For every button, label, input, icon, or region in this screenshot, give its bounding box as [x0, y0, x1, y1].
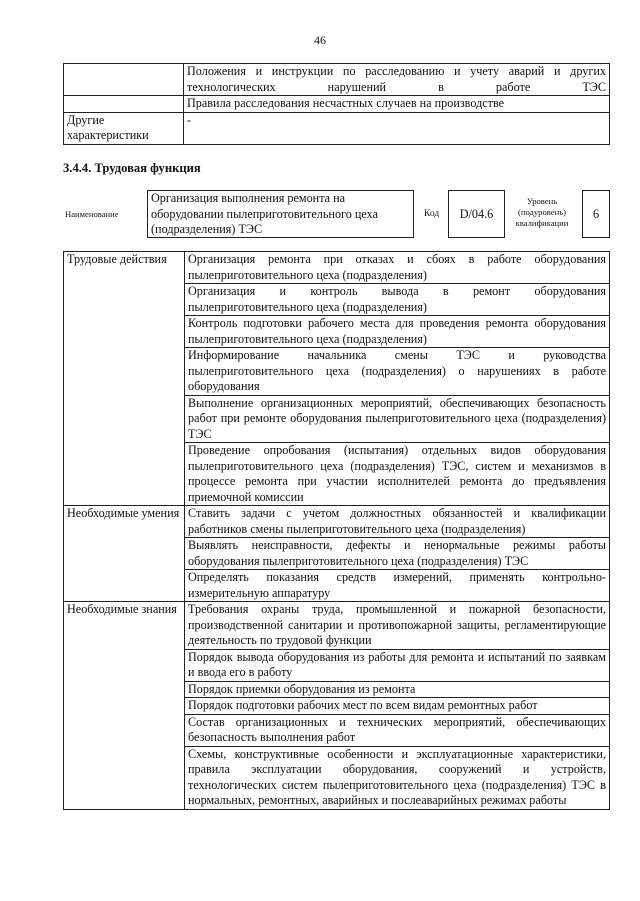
table-cell: Порядок приемки оборудования из ремонта	[185, 681, 610, 698]
main-table	[63, 251, 610, 810]
table-cell: Информирование начальника смены ТЭС и руководства пылеприготовительного цеха (подразделения) о нарушениях в работе оборудования	[185, 348, 610, 396]
table-cell: Определять показания средств измерений, применять контрольно-измерительную аппаратуру	[185, 570, 610, 602]
section-label: Необходимые знания	[64, 602, 185, 810]
top-table-cell: -	[184, 112, 610, 144]
table-cell: Организация ремонта при отказах и сбоях в работе оборудования пылеприготовительного цеха (подразделения)	[185, 252, 610, 284]
name-label: Наименование	[65, 209, 119, 219]
top-table-label-empty	[64, 64, 184, 96]
name-value: Организация выполнения ремонта на оборудовании пылеприготовительного цеха (подразделения) ТЭС	[147, 190, 414, 238]
table-cell: Выявлять неисправности, дефекты и ненормальные режимы работы оборудования пылеприготовительного цеха (подразделения) ТЭС	[185, 538, 610, 570]
table-cell: Требования охраны труда, промышленной и пожарной безопасности, производственной санитарии и противопожарной защиты, регламентирующие деятельность по трудовой функции	[185, 602, 610, 650]
table-cell: Контроль подготовки рабочего места для проведения ремонта оборудования пылеприготовительного цеха (подразделения)	[185, 316, 610, 348]
section-label: Необходимые умения	[64, 506, 185, 602]
page-number: 46	[314, 33, 326, 47]
code-value: D/04.6	[448, 190, 505, 238]
top-table-cell: Правила расследования несчастных случаев на производстве	[184, 96, 610, 113]
level-label: Уровень (подуровень) квалификации	[515, 196, 569, 228]
table-cell: Организация и контроль вывода в ремонт оборудования пылеприготовительного цеха (подразделения)	[185, 284, 610, 316]
table-cell: Ставить задачи с учетом должностных обязанностей и квалификации работников смены пылеприготовительного цеха (подразделения)	[185, 506, 610, 538]
level-value: 6	[582, 190, 610, 238]
table-cell: Порядок вывода оборудования из работы для ремонта и испытаний по заявкам и ввода его в работу	[185, 649, 610, 681]
table-cell: Состав организационных и технических мероприятий, обеспечивающих безопасность выполнения работ	[185, 714, 610, 746]
section-heading: 3.4.4. Трудовая функция	[63, 161, 201, 175]
section-label: Трудовые действия	[64, 252, 185, 506]
top-table-label: Другие характеристики	[64, 112, 184, 144]
table-cell: Выполнение организационных мероприятий, обеспечивающих безопасность работ при ремонте оборудования пылеприготовительного цеха (подразделения) ТЭС	[185, 395, 610, 443]
code-label: Код	[424, 209, 440, 219]
top-table-cell: Положения и инструкции по расследованию и учету аварий и других технологических нарушений в работе ТЭС	[184, 64, 610, 96]
function-header	[63, 190, 613, 240]
top-table-label-empty	[64, 96, 184, 113]
table-cell: Порядок подготовки рабочих мест по всем видам ремонтных работ	[185, 698, 610, 715]
table-cell: Проведение опробования (испытания) отдельных видов оборудования пылеприготовительного цеха (подразделения) ТЭС, систем и механизмов в процессе ремонта при участии исполнителей ремонта до предъявления приемочной комиссии	[185, 443, 610, 506]
table-cell: Схемы, конструктивные особенности и эксплуатационные характеристики, правила эксплуатации оборудования, сооружений и устройств, технологических систем пылеприготовительного цеха (подразделения) ТЭС в нормальных, ремонтных, аварийных и послеаварийных режимах работы	[185, 746, 610, 809]
top-table	[63, 63, 610, 145]
